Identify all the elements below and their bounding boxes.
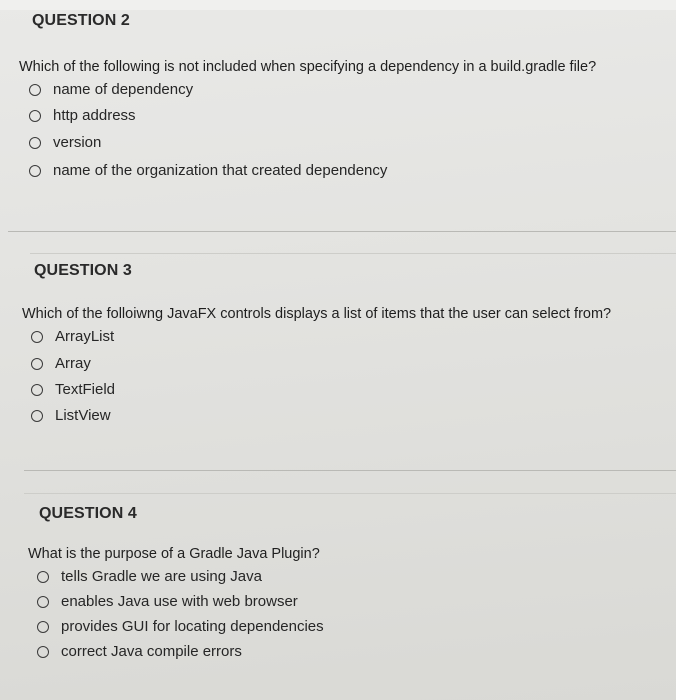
question-4-text: What is the purpose of a Gradle Java Plugin? <box>28 546 320 562</box>
section-divider <box>30 253 676 254</box>
radio-button[interactable] <box>29 165 41 177</box>
section-divider <box>24 493 676 494</box>
question-2-option-3[interactable] <box>29 134 101 151</box>
question-2-option-4[interactable] <box>29 162 387 179</box>
question-4-option-1[interactable] <box>37 568 262 585</box>
question-3-option-2[interactable] <box>31 355 91 372</box>
question-4-option-4[interactable] <box>37 643 242 660</box>
question-2-text: Which of the following is not included when specifying a dependency in a build.gradle file? <box>19 59 597 75</box>
radio-button[interactable] <box>31 410 43 422</box>
radio-button[interactable] <box>29 110 41 122</box>
option-label: ArrayList <box>55 328 115 345</box>
question-4-title: QUESTION 4 <box>39 505 137 522</box>
question-2-option-1[interactable] <box>29 81 193 98</box>
option-label: name of the organization that created dependency <box>53 162 388 179</box>
question-3-title: QUESTION 3 <box>34 262 132 279</box>
radio-button[interactable] <box>29 137 41 149</box>
radio-button[interactable] <box>31 358 43 370</box>
radio-button[interactable] <box>31 331 43 343</box>
option-label: correct Java compile errors <box>61 643 242 660</box>
question-3-option-3[interactable] <box>31 381 115 398</box>
top-edge <box>0 0 676 10</box>
question-3-option-1[interactable] <box>31 328 114 345</box>
section-divider <box>8 231 676 232</box>
radio-button[interactable] <box>37 621 49 633</box>
radio-button[interactable] <box>37 571 49 583</box>
question-2-option-2[interactable] <box>29 107 136 124</box>
option-label: Array <box>55 355 91 372</box>
option-label: tells Gradle we are using Java <box>61 568 262 585</box>
option-label: TextField <box>55 381 116 398</box>
option-label: version <box>53 134 102 151</box>
question-2-title: QUESTION 2 <box>32 12 130 29</box>
question-3-text: Which of the folloiwng JavaFX controls displays a list of items that the user can select from? <box>22 306 612 322</box>
option-label: name of dependency <box>53 81 194 98</box>
radio-button[interactable] <box>31 384 43 396</box>
question-4-option-3[interactable] <box>37 618 324 635</box>
option-label: provides GUI for locating dependencies <box>61 618 324 635</box>
radio-button[interactable] <box>29 84 41 96</box>
option-label: ListView <box>55 407 111 424</box>
question-4-option-2[interactable] <box>37 593 298 610</box>
option-label: enables Java use with web browser <box>61 593 298 610</box>
radio-button[interactable] <box>37 646 49 658</box>
question-3-option-4[interactable] <box>31 407 111 424</box>
option-label: http address <box>53 107 136 124</box>
section-divider <box>24 470 676 471</box>
radio-button[interactable] <box>37 596 49 608</box>
